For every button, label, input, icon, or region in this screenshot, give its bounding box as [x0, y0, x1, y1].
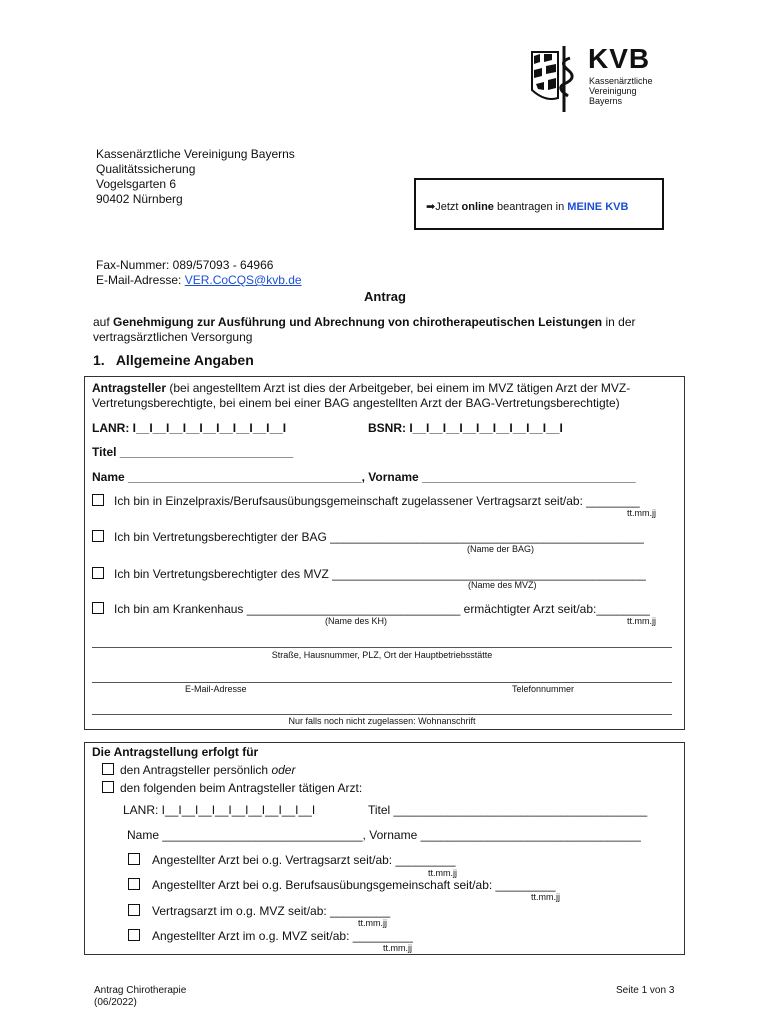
home-address-line[interactable] — [92, 714, 672, 715]
checkbox[interactable] — [128, 904, 140, 916]
lanr-field[interactable]: LANR: I__I__I__I__I__I__I__I__I__I — [92, 421, 287, 435]
address-line: 90402 Nürnberg — [96, 192, 183, 206]
option-angestellt-vertragsarzt[interactable]: Angestellter Arzt bei o.g. Vertragsarzt seit/ab: _________ — [128, 853, 456, 868]
option-mvz[interactable]: Ich bin Vertretungsberechtigter des MVZ _______________________________________________ — [92, 567, 646, 582]
option-other-doctor[interactable]: den folgenden beim Antragsteller tätigen Arzt: — [102, 781, 362, 796]
lanr-field-2[interactable]: LANR: I__I__I__I__I__I__I__I__I__I — [123, 803, 316, 817]
checkbox[interactable] — [92, 494, 104, 506]
option-vertragsarzt-mvz[interactable]: Vertragsarzt im o.g. MVZ seit/ab: _________ — [128, 904, 390, 919]
street-line[interactable] — [92, 647, 672, 648]
name-field-2[interactable]: Name ______________________________, Vorname _________________________________ — [127, 828, 641, 842]
applicant-box: Antragsteller (bei angestelltem Arzt ist dies der Arbeitgeber, bei einem im MVZ tätigen Arzt der MVZ- Vertretungsberechtigte, bei einem bei einer BAG angestellten Arzt der BAG-Vertretungsberechtigte) LANR: I__I__I__I__I__I__I__I__I__I BSNR: I__I__I__I__I__I__I__I__I__I Titel __________________________ Name ___________________________________, Vorname ________________________________ Ich bin in Einzelpraxis/Berufsausübungsgemeinschaft zugelassener Vertragsarzt seit/ab: ________ tt.mm.jj Ich bin Vertretungsberechtigter der BAG _______________________________________________ (Name der BAG) Ich bin Vertretungsberechtigter des MVZ _______________________________________________ (Name des MVZ) Ich bin am Krankenhaus ________________________________ ermächtigter Arzt seit/ab:________ (Name des KH) tt.mm.jj Straße, Hausnummer, PLZ, Ort der Hauptbetriebsstätte E-Mail-Adresse Telefonnummer Nur falls noch nicht zugelassen: Wohnanschrift — [84, 376, 685, 730]
footer-left: Antrag Chirotherapie (06/2022) — [94, 985, 187, 1008]
checkbox[interactable] — [92, 602, 104, 614]
arrow-right-icon: ➡ — [426, 201, 436, 213]
applicant-description: Antragsteller (bei angestelltem Arzt ist dies der Arbeitgeber, bei einem im MVZ tätigen Arzt der MVZ- Vertretungsberechtigte, bei einem bei einer BAG angestellten Arzt der BAG-Vertretungsberechtigte) — [92, 381, 631, 410]
address-line: Vogelsgarten 6 — [96, 177, 177, 191]
checkbox[interactable] — [102, 781, 114, 793]
option-vertragsarzt[interactable]: Ich bin in Einzelpraxis/Berufsausübungsgemeinschaft zugelassener Vertragsarzt seit/ab: ________ — [92, 494, 640, 509]
email-link[interactable]: VER.CoCQS@kvb.de — [184, 273, 302, 287]
application-for-box: Die Antragstellung erfolgt für den Antragsteller persönlich oder den folgenden beim Antragsteller tätigen Arzt: LANR: I__I__I__I__I__I__I__I__I__I Titel ______________________________________ Name ______________________________, Vorname _________________________________ Angestellter Arzt bei o.g. Vertragsarzt seit/ab: _________ tt.mm.jj Angestellter Arzt bei o.g. Berufsausübungsgemeinschaft seit/ab: _________ tt.mm.jj Vertragsarzt im o.g. MVZ seit/ab: _________ tt.mm.jj Angestellter Arzt im o.g. MVZ seit/ab: _________ tt.mm.jj — [84, 742, 685, 955]
meine-kvb-link[interactable]: MEINE KVB — [567, 201, 629, 213]
address-line: Kassenärztliche Vereinigung Bayerns — [96, 147, 295, 161]
intro-text: auf Genehmigung zur Ausführung und Abrechnung von chirotherapeutischen Leistungen in der vertragsärztlichen Versorgung — [93, 315, 636, 344]
online-apply-box[interactable] — [414, 178, 664, 230]
contact-info: Fax-Nummer: 089/57093 - 64966 E-Mail-Adresse: VER.CoCQS@kvb.de — [96, 258, 302, 287]
name-field[interactable]: Name ___________________________________, Vorname ________________________________ — [92, 470, 636, 484]
logo-line3: Bayerns — [589, 96, 623, 106]
checkbox[interactable] — [102, 763, 114, 775]
logo-line2: Vereinigung — [589, 86, 637, 96]
logo-line1: Kassenärztliche — [589, 76, 653, 86]
bsnr-field[interactable]: BSNR: I__I__I__I__I__I__I__I__I__I — [368, 421, 563, 435]
section2-heading: Die Antragstellung erfolgt für — [92, 745, 259, 759]
option-bag[interactable]: Ich bin Vertretungsberechtigter der BAG _______________________________________________ — [92, 530, 644, 545]
checkbox[interactable] — [128, 853, 140, 865]
page-title: Antrag — [364, 289, 406, 304]
option-krankenhaus[interactable]: Ich bin am Krankenhaus ________________________________ ermächtigter Arzt seit/ab:________ — [92, 602, 650, 617]
fax-number: Fax-Nummer: 089/57093 - 64966 — [96, 258, 274, 272]
page-number: Seite 1 von 3 — [616, 985, 675, 996]
checkbox[interactable] — [128, 878, 140, 890]
address-line: Qualitätssicherung — [96, 162, 196, 176]
logo-abbr: KVB — [588, 43, 651, 74]
option-angestellt-bag[interactable]: Angestellter Arzt bei o.g. Berufsausübungsgemeinschaft seit/ab: _________ — [128, 878, 556, 893]
section1-heading: 1. Allgemeine Angaben — [93, 352, 254, 368]
option-angestellt-mvz[interactable]: Angestellter Arzt im o.g. MVZ seit/ab: _________ — [128, 929, 413, 944]
option-self[interactable]: den Antragsteller persönlich oder — [102, 763, 295, 778]
checkbox[interactable] — [92, 530, 104, 542]
checkbox[interactable] — [128, 929, 140, 941]
online-apply-text[interactable]: ➡Jetzt online beantragen in MEINE KVB — [426, 201, 629, 213]
kvb-emblem-icon — [528, 42, 580, 114]
contact-line[interactable] — [92, 682, 672, 683]
recipient-address — [96, 147, 295, 207]
checkbox[interactable] — [92, 567, 104, 579]
titel-field[interactable]: Titel __________________________ — [92, 445, 294, 459]
titel-field-2[interactable]: Titel ______________________________________ — [368, 803, 648, 817]
kvb-logo — [528, 42, 668, 114]
